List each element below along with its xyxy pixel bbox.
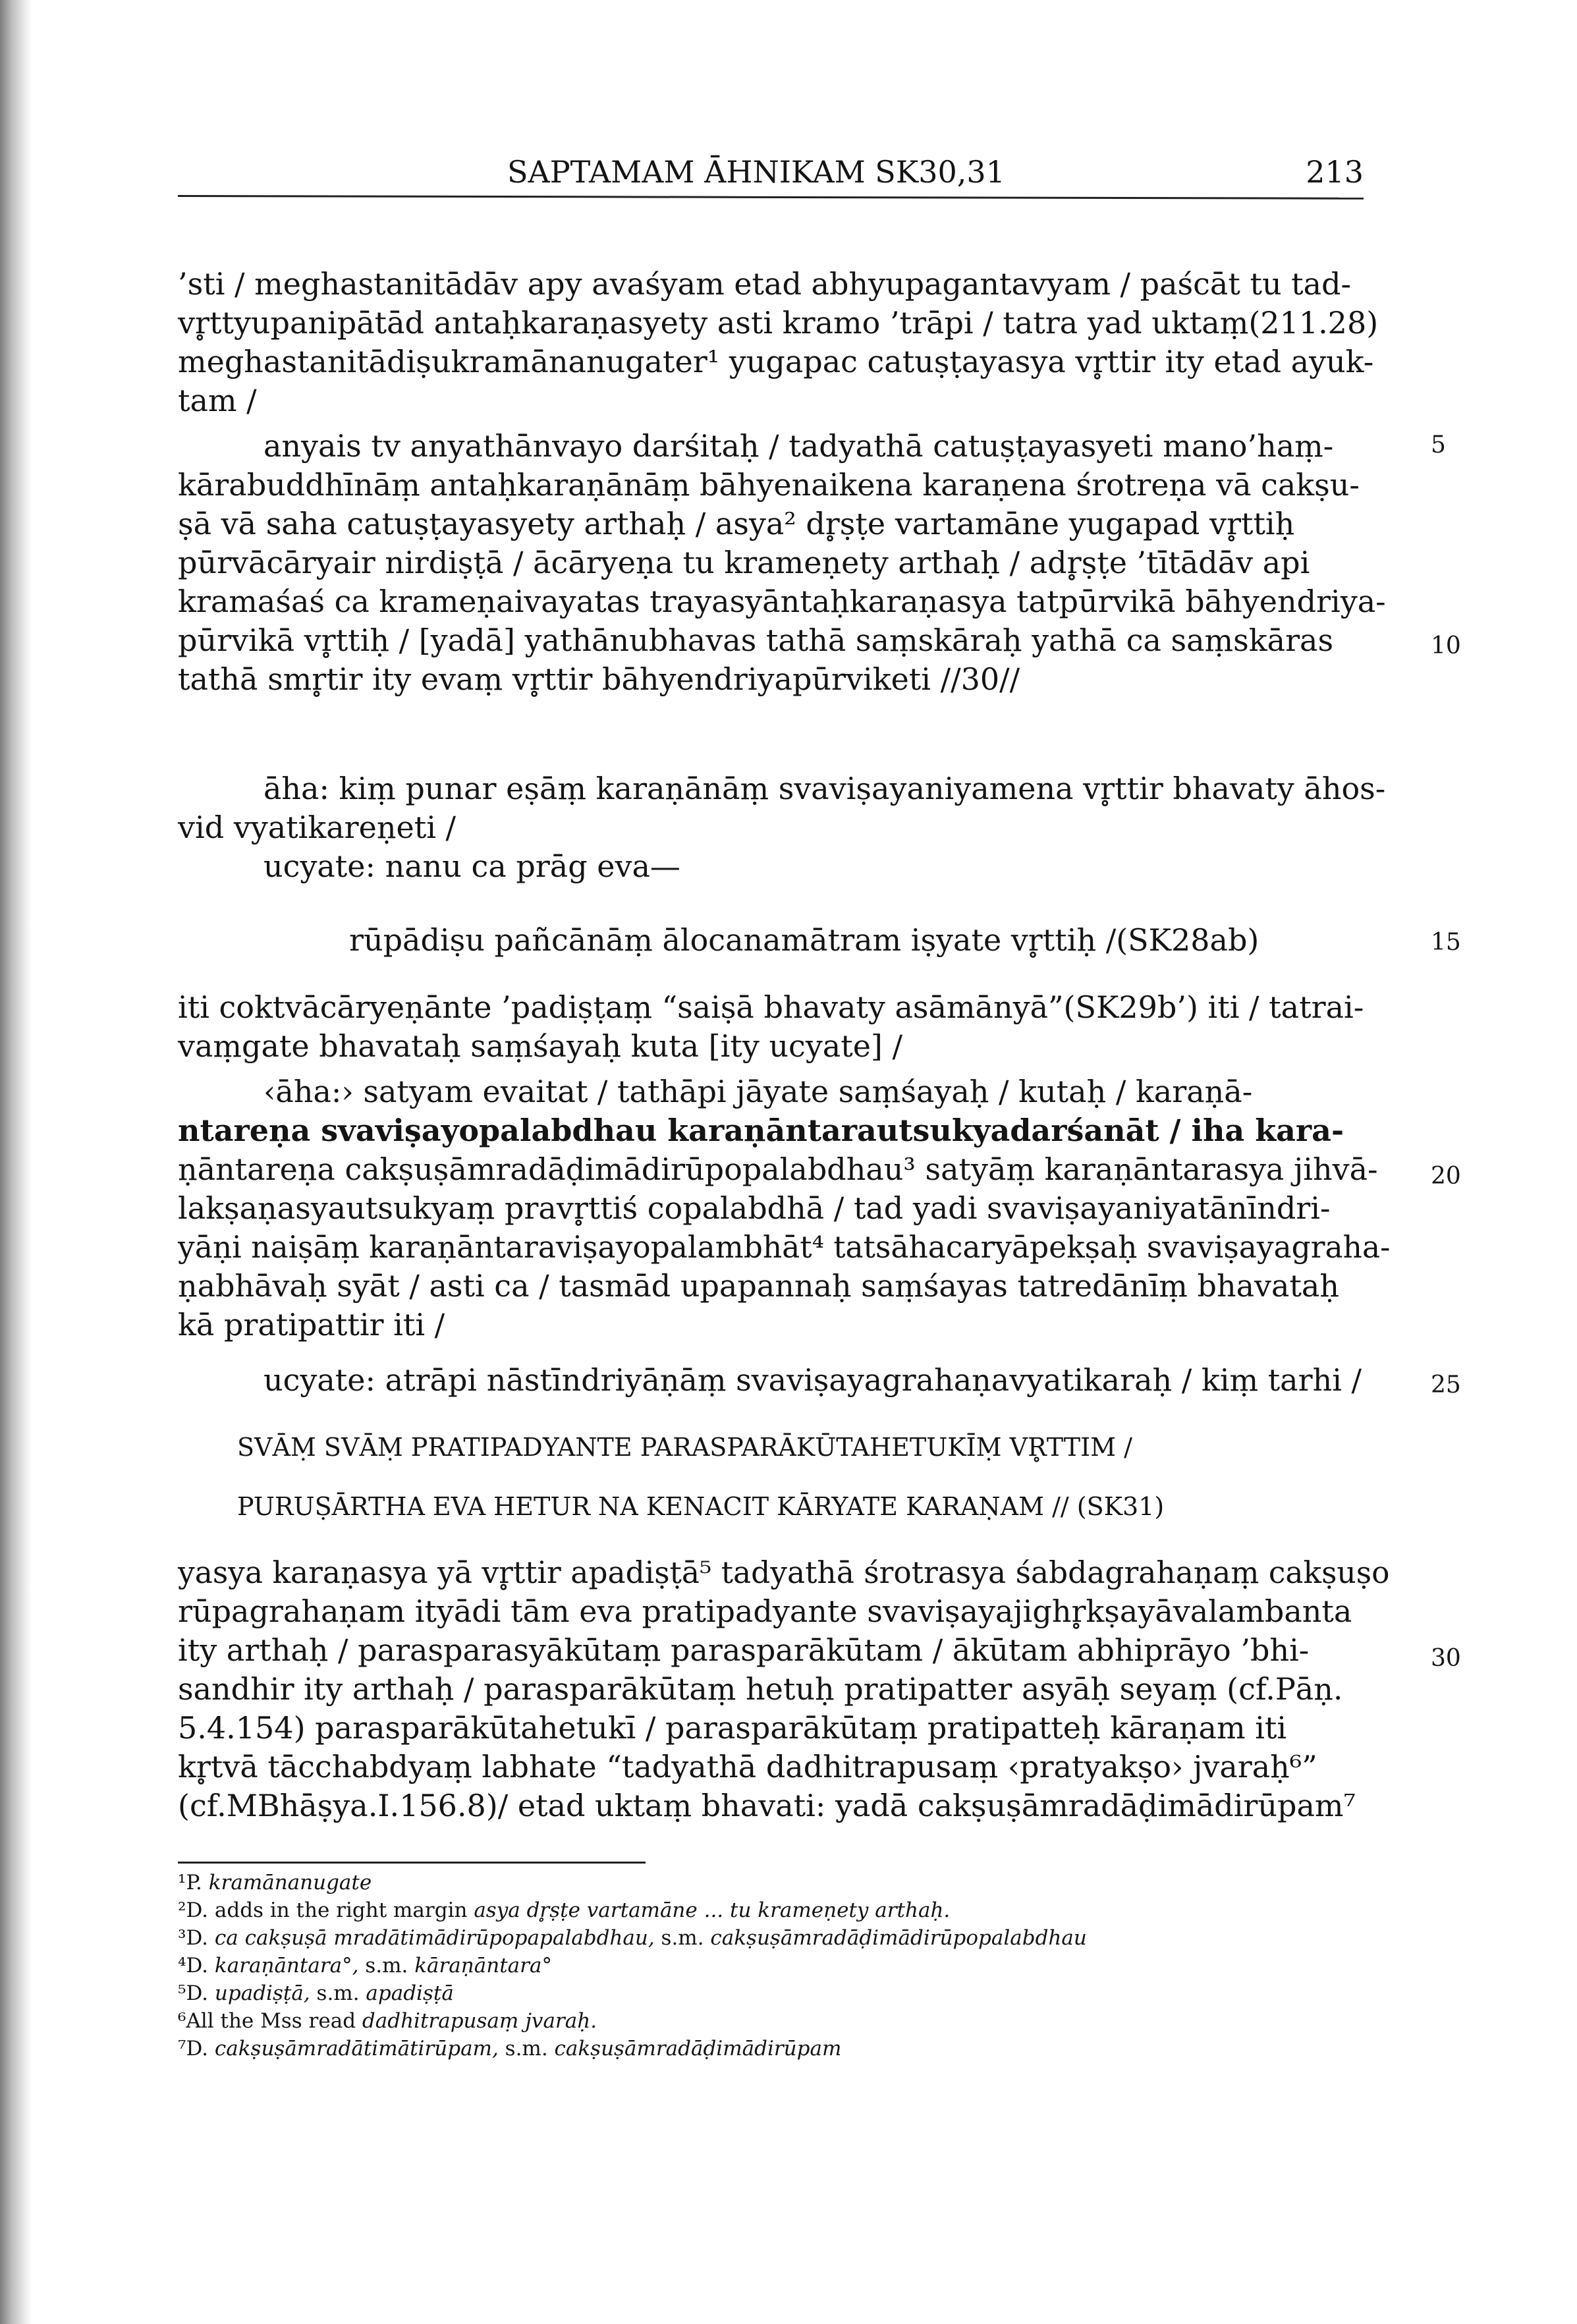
- footnote: ⁷D. cakṣuṣāmradātimātirūpam, s.m. cakṣuṣāmradāḍimādirūpam: [178, 2037, 842, 2061]
- footnote: ²D. adds in the right margin asya dr̥ṣṭe vartamāne ... tu krameṇety arthaḥ.: [178, 1898, 951, 1922]
- text-line: iti coktvācāryeṇānte ’padiṣṭaṃ “saiṣā bhavaty asāmānyā”(SK29b’) iti / tatrai-: [178, 989, 1364, 1025]
- footnote: ¹P. kramānanugate: [178, 1871, 372, 1895]
- text-line: sandhir ity arthaḥ / parasparākūtaṃ hetuḥ pratipatter asyāḥ seyaṃ (cf.Pāṇ.: [178, 1671, 1343, 1707]
- text-line: ity arthaḥ / parasparasyākūtaṃ parasparākūtam / ākūtam abhiprāyo ’bhi-: [178, 1632, 1310, 1668]
- text-line: kramaśaś ca krameṇaivayatas trayasyāntaḥkaraṇasya tatpūrvikā bāhyendriya-: [178, 584, 1386, 619]
- text-line: tam /: [178, 383, 257, 418]
- text-line: pūrvikā vr̥ttiḥ / [yadā] yathānubhavas tathā saṃskāraḥ yathā ca saṃskāras: [178, 622, 1334, 658]
- page-number: 213: [1306, 154, 1364, 190]
- text-line: anyais tv anyathānvayo darśitaḥ / tadyathā catuṣṭayasyeti mano’haṃ-: [263, 428, 1334, 464]
- text-line: pūrvācāryair nirdiṣṭā / ācāryeṇa tu krameṇety arthaḥ / adr̥ṣṭe ’tītādāv api: [178, 545, 1310, 580]
- text-line: āha: kiṃ punar eṣāṃ karaṇānāṃ svaviṣayaniyamena vr̥ttir bhavaty āhos-: [263, 771, 1386, 806]
- text-line: lakṣaṇasyautsukyaṃ pravr̥ttiś copalabdhā / tad yadi svaviṣayaniyatānīndri-: [178, 1190, 1331, 1226]
- text-line: tathā smr̥tir ity evaṃ vr̥ttir bāhyendriyapūrviketi //30//: [178, 661, 1020, 697]
- text-line: (cf.MBhāṣya.I.156.8)/ etad uktaṃ bhavati: yadā cakṣuṣāmradāḍimādirūpam⁷: [178, 1788, 1356, 1823]
- footnote: ⁴D. karaṇāntara°, s.m. kāraṇāntara°: [178, 1954, 552, 1978]
- text-line: yasya karaṇasya yā vr̥ttir apadiṣṭā⁵ tadyathā śrotrasya śabdagrahaṇaṃ cakṣuṣo: [178, 1555, 1390, 1590]
- text-line: rūpagrahaṇam ityādi tām eva pratipadyante svaviṣayajighr̥kṣayāvalambanta: [178, 1593, 1352, 1629]
- line-number: 25: [1431, 1371, 1461, 1398]
- text-line: ṣā vā saha catuṣṭayasyety arthaḥ / asya² dr̥ṣṭe vartamāne yugapad vr̥ttiḥ: [178, 506, 1295, 541]
- text-line: vr̥ttyupanipātād antaḥkaraṇasyety asti kramo ’trāpi / tatra yad uktaṃ(211.28): [178, 305, 1379, 341]
- running-header: [178, 154, 1364, 200]
- footnote: ³D. ca cakṣuṣā mradātimādirūpopapalabdhau, s.m. cakṣuṣāmradāḍimādirūpopalabdhau: [178, 1926, 1087, 1950]
- text-line: vid vyatikareṇeti /: [178, 810, 456, 845]
- text-line: 5.4.154) parasparākūtahetukī / parasparākūtaṃ pratipatteḥ kāraṇam iti: [178, 1710, 1287, 1746]
- line-number: 10: [1431, 632, 1461, 659]
- text-line: kr̥tvā tācchabdyaṃ labhate “tadyathā dadhitrapusaṃ ‹pratyakṣo› jvaraḥ⁶”: [178, 1749, 1317, 1784]
- line-number: 30: [1431, 1645, 1461, 1672]
- karika-line: SVĀṂ SVĀṂ PRATIPADYANTE PARASPARĀKŪTAHETUKĪṂ VR̥TTIM /: [237, 1433, 1132, 1462]
- text-line: meghastanitādiṣukramānanugater¹ yugapac catuṣṭayasya vr̥ttir ity etad ayuk-: [178, 344, 1374, 379]
- running-title: SAPTAMAM ĀHNIKAM SK30,31: [507, 154, 1005, 190]
- text-line: ṇāntareṇa cakṣuṣāmradāḍimādirūpopalabdhau³ satyāṃ karaṇāntarasya jihvā-: [178, 1151, 1378, 1187]
- line-number: 15: [1431, 929, 1461, 956]
- karika-line: PURUṢĀRTHA EVA HETUR NA KENACIT KĀRYATE KARAṆAM // (SK31): [237, 1492, 1165, 1521]
- line-number: 20: [1431, 1163, 1461, 1190]
- text-line: ucyate: nanu ca prāg eva—: [263, 848, 680, 884]
- line-number: 5: [1431, 431, 1446, 458]
- text-line: ‹āha:› satyam evaitat / tathāpi jāyate saṃśayaḥ / kutaḥ / karaṇā-: [263, 1074, 1253, 1109]
- scan-edge-shadow: [0, 0, 32, 2324]
- footnote-rule: [178, 1862, 646, 1864]
- text-line: ntareṇa svaviṣayopalabdhau karaṇāntarautsukyadarśanāt / iha kara-: [178, 1113, 1344, 1148]
- footnote: ⁶All the Mss read dadhitrapusaṃ jvaraḥ.: [178, 2009, 597, 2033]
- text-line: ṇabhāvaḥ syāt / asti ca / tasmād upapannaḥ saṃśayas tatredānīṃ bhavataḥ: [178, 1268, 1339, 1304]
- verse-quote: rūpādiṣu pañcānāṃ ālocanamātram iṣyate vr̥ttiḥ /(SK28ab): [349, 922, 1259, 958]
- text-line: vaṃgate bhavataḥ saṃśayaḥ kuta [ity ucyate] /: [178, 1028, 903, 1064]
- text-line: ucyate: atrāpi nāstīndriyāṇāṃ svaviṣayagrahaṇavyatikaraḥ / kiṃ tarhi /: [263, 1362, 1362, 1398]
- text-line: kārabuddhīnāṃ antaḥkaraṇānāṃ bāhyenaikena karaṇena śrotreṇa vā cakṣu-: [178, 467, 1360, 503]
- text-line: kā pratipattir iti /: [178, 1307, 445, 1342]
- footnote: ⁵D. upadiṣṭā, s.m. apadiṣṭā: [178, 1981, 454, 2005]
- text-line: yāṇi naiṣāṃ karaṇāntaraviṣayopalambhāt⁴ tatsāhacaryāpekṣaḥ svaviṣayagraha-: [178, 1230, 1391, 1265]
- text-line: ’sti / meghastanitādāv apy avaśyam etad abhyupagantavyam / paścāt tu tad-: [178, 266, 1352, 302]
